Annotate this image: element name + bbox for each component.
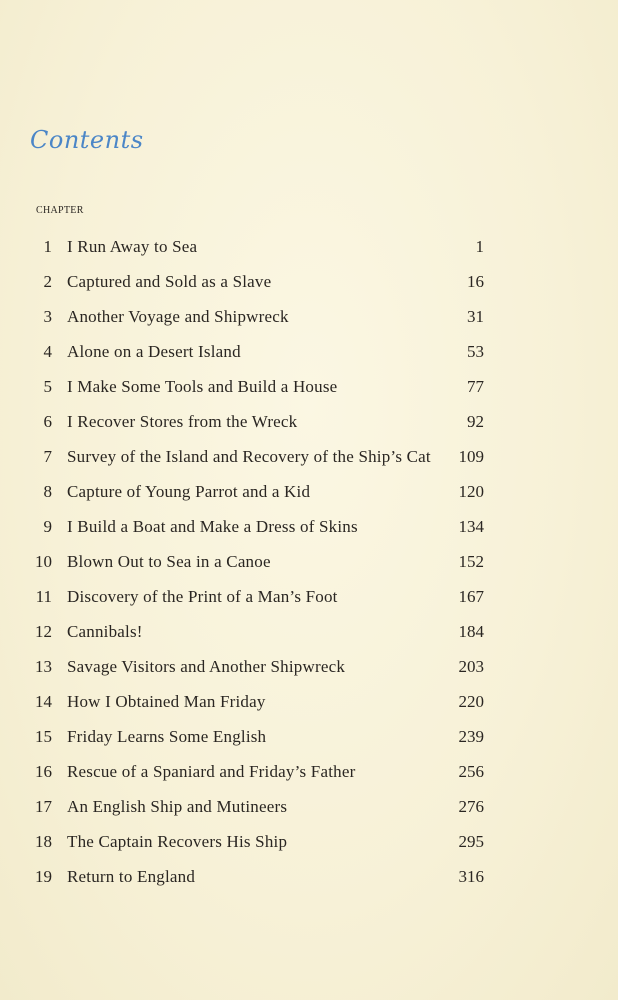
- chapter-title: Return to England: [67, 867, 196, 886]
- toc-row-11: [0, 581, 618, 616]
- chapter-page-number: 316: [458, 867, 484, 886]
- chapter-number: 8: [43, 482, 52, 501]
- toc-row-10: [0, 546, 618, 581]
- chapter-title: Another Voyage and Shipwreck: [67, 307, 289, 326]
- chapter-title: I Recover Stores from the Wreck: [67, 412, 298, 431]
- chapter-number: 16: [35, 762, 52, 781]
- chapter-number: 15: [35, 727, 52, 746]
- chapter-page-number: 77: [467, 377, 484, 396]
- chapter-number: 5: [43, 377, 52, 396]
- toc-row-4: [0, 336, 618, 371]
- toc-row-18: [0, 826, 618, 861]
- chapter-title: Survey of the Island and Recovery of the Ship’s Cat: [67, 447, 431, 466]
- chapter-page-number: 152: [458, 552, 484, 571]
- chapter-number: 19: [35, 867, 52, 886]
- chapter-title: I Run Away to Sea: [67, 237, 198, 256]
- chapter-page-number: 184: [458, 622, 484, 641]
- chapter-number: 2: [43, 272, 52, 291]
- chapter-title: Captured and Sold as a Slave: [67, 272, 272, 291]
- chapter-title: Friday Learns Some English: [67, 727, 267, 746]
- chapter-number: 9: [43, 517, 52, 536]
- toc-row-13: [0, 651, 618, 686]
- chapter-page-number: 203: [458, 657, 484, 676]
- chapter-page-number: 239: [458, 727, 484, 746]
- chapter-page-number: 109: [458, 447, 484, 466]
- toc-row-19: [0, 861, 618, 896]
- chapter-page-number: 167: [458, 587, 484, 606]
- chapter-page-number: 16: [467, 272, 484, 291]
- chapter-number: 4: [43, 342, 52, 361]
- chapter-number: 11: [35, 587, 52, 606]
- toc-row-1: [0, 231, 618, 266]
- chapter-number: 10: [35, 552, 52, 571]
- toc-row-5: [0, 371, 618, 406]
- toc-row-3: [0, 301, 618, 336]
- chapter-page-number: 276: [458, 797, 484, 816]
- toc-row-7: [0, 441, 618, 476]
- contents-heading: Contents: [30, 126, 144, 154]
- toc-row-17: [0, 791, 618, 826]
- chapter-page-number: 53: [467, 342, 484, 361]
- toc-row-9: [0, 511, 618, 546]
- chapter-page-number: 120: [458, 482, 484, 501]
- chapter-page-number: 295: [458, 832, 484, 851]
- chapter-title: An English Ship and Mutineers: [67, 797, 288, 816]
- chapter-number: 14: [35, 692, 52, 711]
- chapter-title: Discovery of the Print of a Man’s Foot: [67, 587, 338, 606]
- chapter-number: 12: [35, 622, 52, 641]
- chapter-title: The Captain Recovers His Ship: [67, 832, 288, 851]
- toc-row-6: [0, 406, 618, 441]
- chapter-number: 17: [35, 797, 52, 816]
- toc-row-12: [0, 616, 618, 651]
- chapter-number: 3: [43, 307, 52, 326]
- chapter-page-number: 256: [458, 762, 484, 781]
- chapter-page-number: 92: [467, 412, 484, 431]
- chapter-number: 1: [43, 237, 52, 256]
- table-of-contents: [0, 231, 618, 896]
- chapter-page-number: 1: [475, 237, 484, 256]
- toc-row-15: [0, 721, 618, 756]
- chapter-page-number: 220: [458, 692, 484, 711]
- chapter-title: Savage Visitors and Another Shipwreck: [67, 657, 346, 676]
- chapter-number: 18: [35, 832, 52, 851]
- chapter-number: 6: [43, 412, 52, 431]
- chapter-title: Rescue of a Spaniard and Friday’s Father: [67, 762, 356, 781]
- chapter-title: Cannibals!: [67, 622, 143, 641]
- chapter-title: I Build a Boat and Make a Dress of Skins: [67, 517, 358, 536]
- chapter-title: Capture of Young Parrot and a Kid: [67, 482, 311, 501]
- chapter-number: 13: [35, 657, 52, 676]
- chapter-title: Alone on a Desert Island: [67, 342, 241, 361]
- chapter-page-number: 134: [458, 517, 484, 536]
- toc-row-14: [0, 686, 618, 721]
- chapter-number: 7: [43, 447, 52, 466]
- toc-row-2: [0, 266, 618, 301]
- chapter-title: How I Obtained Man Friday: [67, 692, 266, 711]
- chapter-title: I Make Some Tools and Build a House: [67, 377, 338, 396]
- chapter-column-label: CHAPTER: [36, 205, 84, 216]
- toc-row-16: [0, 756, 618, 791]
- toc-row-8: [0, 476, 618, 511]
- chapter-title: Blown Out to Sea in a Canoe: [67, 552, 271, 571]
- chapter-page-number: 31: [467, 307, 484, 326]
